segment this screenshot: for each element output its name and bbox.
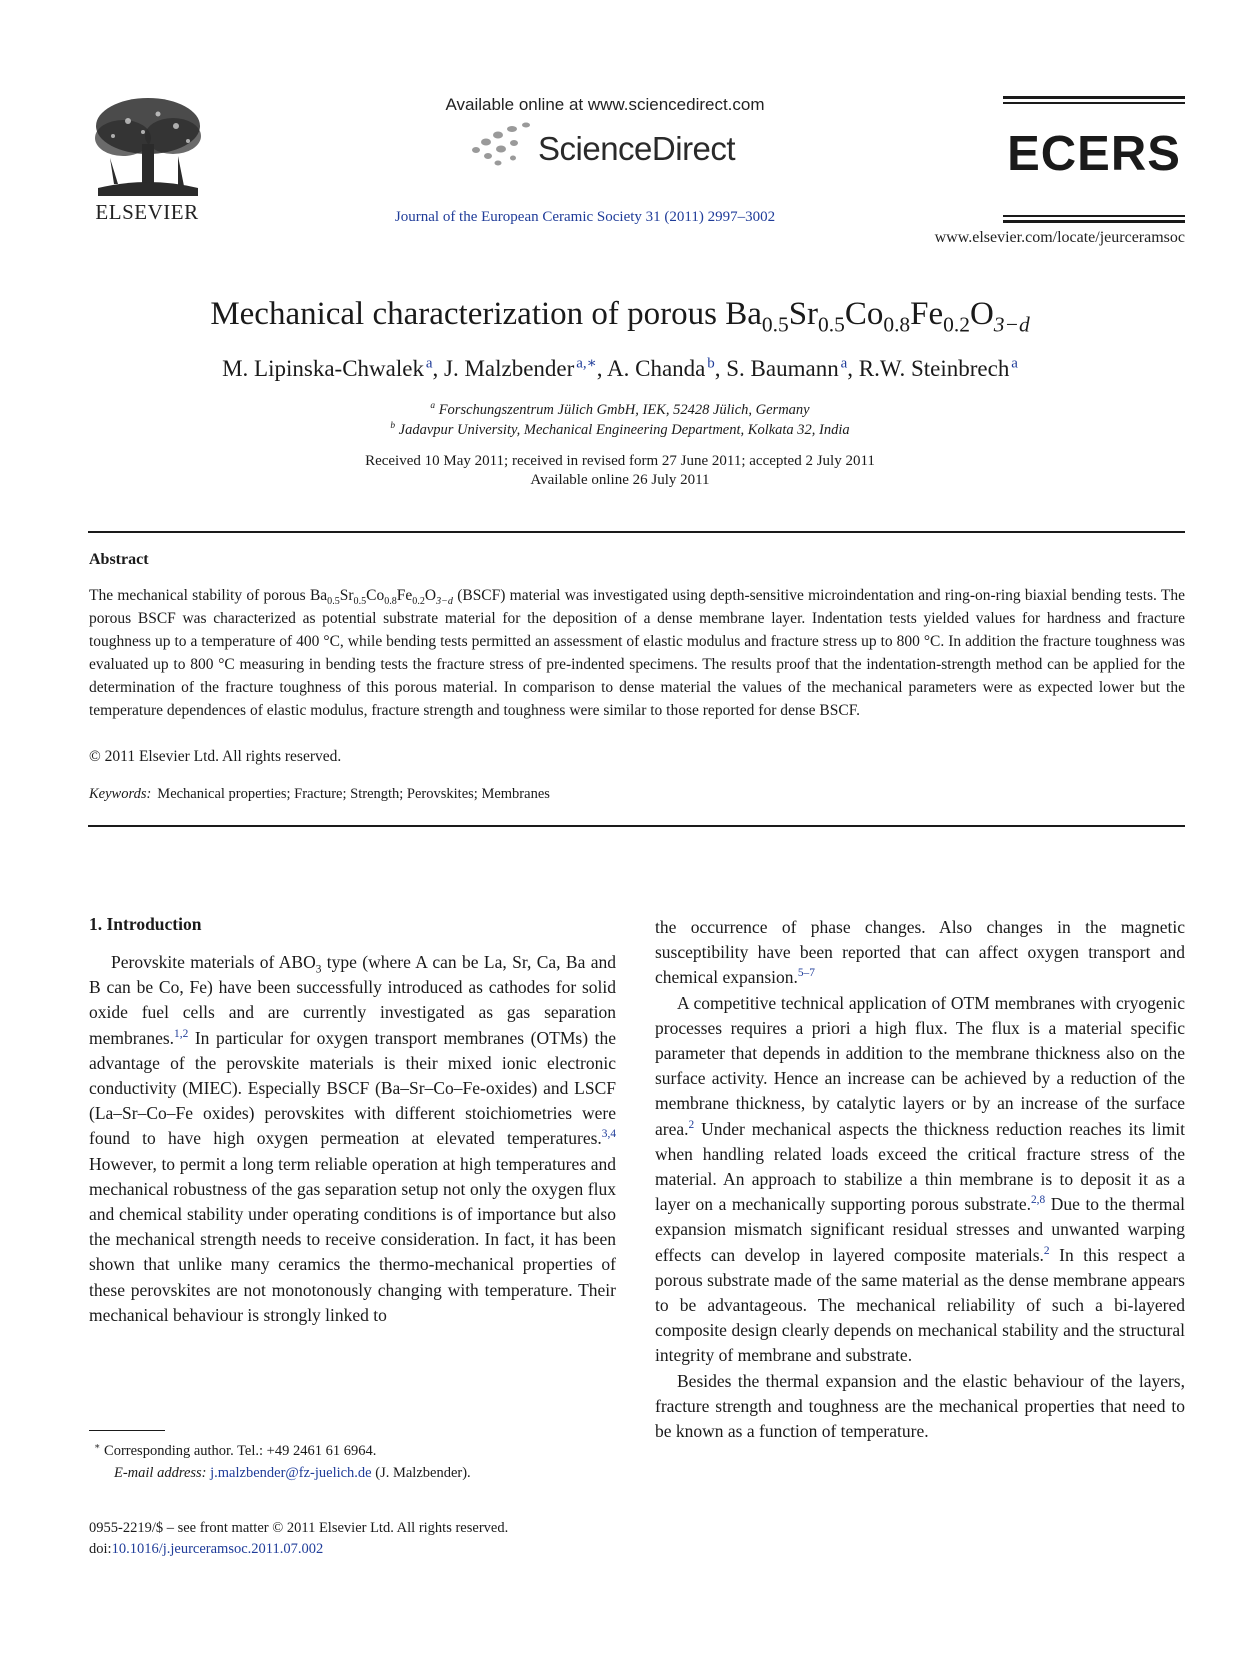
- abstract-formula-part: Co: [366, 587, 385, 604]
- text-run: Due to the thermal expansion mismatch significant residual stresses and unwanted warping effects can develop in layered composite materials.: [655, 1194, 1185, 1265]
- abstract-subscript: 3−d: [436, 596, 453, 608]
- text-run: Under mechanical aspects the thickness reduction reaches its limit when handling related loads exceed the critical fracture stress of the material. An approach to stabilize a thin membrane is to deposit it as a layer on a mechanically supporting porous substrate.: [655, 1118, 1185, 1215]
- email-footnote: [114, 1465, 471, 1482]
- abstract-subscript: 0.2: [412, 596, 425, 608]
- right-column: [655, 915, 1185, 1444]
- abstract-subscript: 0.5: [353, 596, 367, 608]
- doi-link[interactable]: 10.1016/j.jeurceramsoc.2011.07.002: [111, 1541, 324, 1557]
- ecers-rule: [1003, 215, 1185, 217]
- abstract-text-rest: (BSCF) material was investigated using depth-sensitive microindentation and ring-on-ring biaxial bending tests. The porous BSCF was characterized as potential substrate material for the deposition of a dense membrane layer. Indentation tests yielded values for hardness and fracture toughness up to a temperature of 400 °C, while bending tests permitted an assessment of elastic modulus and fracture stress up to 800 °C. In addition the fracture toughness was evaluated up to 800 °C measuring in bending tests the fracture stress of pre-indented specimens. The results proof that the indentation-strength method can be applied for the determination of the fracture toughness of this porous material. In comparison to dense material the values of the mechanical parameters were as expected lower but the temperature dependences of elastic modulus, fracture strength and toughness were similar to those reported for dense BSCF.: [89, 587, 1185, 719]
- title-subscript: 0.5: [818, 312, 845, 337]
- text-run: In this respect a porous substrate made of the same material as the dense membrane appears to be advantageous. The mechanical reliability of such a bi-layered composite design clearly depends on mechanical stability and the structural integrity of membrane and substrate.: [655, 1244, 1185, 1366]
- title-text: Mechanical characterization of porous Ba: [210, 296, 762, 332]
- title-subscript: 3−d: [993, 312, 1030, 337]
- section-divider: [88, 825, 1185, 827]
- email-label: E-mail address:: [114, 1465, 207, 1481]
- corresponding-author-footnote: [94, 1443, 376, 1460]
- abstract-formula-part: Fe: [396, 587, 413, 604]
- footnote-rule: [89, 1430, 165, 1431]
- paragraph: [89, 950, 616, 1328]
- text-run: Perovskite materials of ABO: [111, 952, 316, 972]
- author-name[interactable]: M. Lipinska-Chwalek: [222, 356, 424, 381]
- title-text: O: [969, 296, 994, 332]
- affiliation-text: Forschungszentrum Jülich GmbH, IEK, 52428 Jülich, Germany: [438, 402, 810, 418]
- journal-url-link[interactable]: www.elsevier.com/locate/jeurceramsoc: [934, 229, 1185, 246]
- abstract-text-start: The mechanical stability of porous Ba: [89, 587, 328, 604]
- affiliation-b: [80, 422, 1160, 439]
- title-subscript: 0.5: [761, 312, 789, 337]
- text-run: type (where A can be La, Sr, Ca, Ba and B can be Co, Fe) have been successfully introduced as cathodes for solid oxide fuel cells and are currently investigated as gas separation membranes.: [89, 952, 616, 1048]
- ecers-rule: [1003, 220, 1185, 223]
- publisher-name: ELSEVIER: [95, 200, 199, 224]
- author-affiliation-mark[interactable]: a: [1011, 355, 1018, 372]
- author-affiliation-mark[interactable]: a,∗: [576, 355, 597, 372]
- affiliation-mark: a: [430, 401, 436, 412]
- reference-link[interactable]: 5–7: [797, 967, 815, 980]
- abstract-heading: Abstract: [89, 551, 149, 568]
- reference-link[interactable]: 3,4: [601, 1128, 616, 1141]
- reference-link[interactable]: 1,2: [174, 1027, 189, 1040]
- author-name[interactable]: R.W. Steinbrech: [858, 356, 1010, 381]
- doi-line: [89, 1541, 323, 1558]
- abstract-subscript: 0.8: [384, 596, 397, 608]
- abstract-copyright: © 2011 Elsevier Ltd. All rights reserved.: [89, 748, 342, 765]
- keywords-label: Keywords:: [89, 786, 152, 802]
- ecers-rule: [1003, 96, 1185, 99]
- available-online-line: Available online at www.sciencedirect.com: [445, 95, 765, 114]
- keywords-line: [89, 786, 550, 803]
- author-name[interactable]: A. Chanda: [607, 356, 706, 381]
- subscript: 3: [315, 963, 322, 976]
- abstract-subscript: 0.5: [327, 596, 340, 608]
- available-online-date: Available online 26 July 2011: [530, 472, 710, 488]
- paragraph: [655, 915, 1185, 991]
- reference-link[interactable]: 2: [1043, 1244, 1050, 1257]
- abstract-formula-part: Sr: [339, 587, 354, 604]
- ecers-society-logo: ECERS: [1007, 127, 1181, 181]
- text-run: the occurrence of phase changes. Also changes in the magnetic susceptibility have been reported that can affect oxygen transport and chemical expansion.: [655, 917, 1185, 988]
- author-affiliation-mark[interactable]: a: [425, 355, 433, 372]
- keywords-list: Mechanical properties; Fracture; Strength; Perovskites; Membranes: [157, 786, 550, 802]
- email-link[interactable]: j.malzbender@fz-juelich.de: [210, 1465, 372, 1481]
- doi-label: doi:: [89, 1541, 112, 1557]
- footnote-mark: ∗: [94, 1442, 101, 1453]
- sciencedirect-wordmark: ScienceDirect: [538, 130, 736, 167]
- title-subscript: 0.8: [883, 312, 911, 337]
- text-run: However, to permit a long term reliable operation at high temperatures and mechanical robustness of the gas separation setup not only the oxygen flux and chemical stability under operating conditions is of importance but also the mechanical strength needs to receive consideration. In fact, it has been shown that unlike many ceramics the thermo-mechanical properties of these perovskites are not monotonously changing with temperature. Their mechanical behaviour is strongly linked to: [89, 1153, 616, 1325]
- author-name[interactable]: S. Baumann: [726, 356, 839, 381]
- author-affiliation-mark[interactable]: b: [707, 355, 715, 372]
- abstract-formula-part: O: [424, 587, 437, 604]
- reference-link[interactable]: 2,8: [1030, 1194, 1046, 1207]
- affiliation-a: [80, 402, 1160, 419]
- article-title: [80, 296, 1160, 337]
- received-dates: Received 10 May 2011; received in revised form 27 June 2011; accepted 2 July 2011: [365, 453, 875, 469]
- paragraph: [655, 991, 1185, 1369]
- title-text: Fe: [910, 296, 944, 332]
- ecers-rule: [1003, 102, 1185, 104]
- affiliation-mark: b: [390, 421, 396, 432]
- title-text: Sr: [788, 296, 819, 332]
- journal-citation-link[interactable]: Journal of the European Ceramic Society 31 (2011) 2997–3002: [394, 209, 776, 225]
- title-text: Co: [844, 296, 884, 332]
- footnote-text: Corresponding author. Tel.: +49 2461 61 6964.: [104, 1443, 377, 1459]
- section-divider: [88, 531, 1185, 533]
- title-subscript: 0.2: [943, 312, 970, 337]
- reference-link[interactable]: 2: [688, 1118, 695, 1131]
- author-list: M. Lipinska-Chwalek $^a$, J. Malzbender $^{a,∗}$, A. Chanda $^b$, S. Baumann $^a$, R.W. Steinbrech $^a$: [222, 355, 1018, 381]
- paragraph: Besides the thermal expansion and the elastic behaviour of the layers, fracture strength and toughness are the mechanical properties that need to be known as a function of temperature.: [655, 1370, 1185, 1442]
- author-name[interactable]: J. Malzbender: [444, 356, 575, 381]
- author-affiliation-mark[interactable]: a: [840, 355, 848, 372]
- left-column: [89, 950, 616, 1328]
- section-heading: 1. Introduction: [89, 914, 202, 934]
- affiliation-text: Jadavpur University, Mechanical Engineering Department, Kolkata 32, India: [398, 422, 850, 438]
- text-run: In particular for oxygen transport membranes (OTMs) the advantage of the perovskite materials is their mixed ionic electronic conductivity (MIEC). Especially BSCF (Ba–Sr–Co–Fe-oxides) and LSCF (La–Sr–Co–Fe oxides) perovskites with different stoichiometries were found to have high oxygen permeation at elevated temperatures.: [89, 1027, 616, 1149]
- front-matter-line: 0955-2219/$ – see front matter © 2011 Elsevier Ltd. All rights reserved.: [89, 1520, 509, 1536]
- email-suffix: (J. Malzbender).: [375, 1465, 471, 1481]
- text-run: A competitive technical application of OTM membranes with cryogenic processes requires a priori a high flux. The flux is a material specific parameter that depends in addition to the membrane thickness also on the surface activity. Hence an increase can be achieved by a reduction of the membrane thickness, by catalytic layers or by an increase of the surface area.: [655, 992, 1185, 1139]
- abstract-text: [89, 584, 1185, 722]
